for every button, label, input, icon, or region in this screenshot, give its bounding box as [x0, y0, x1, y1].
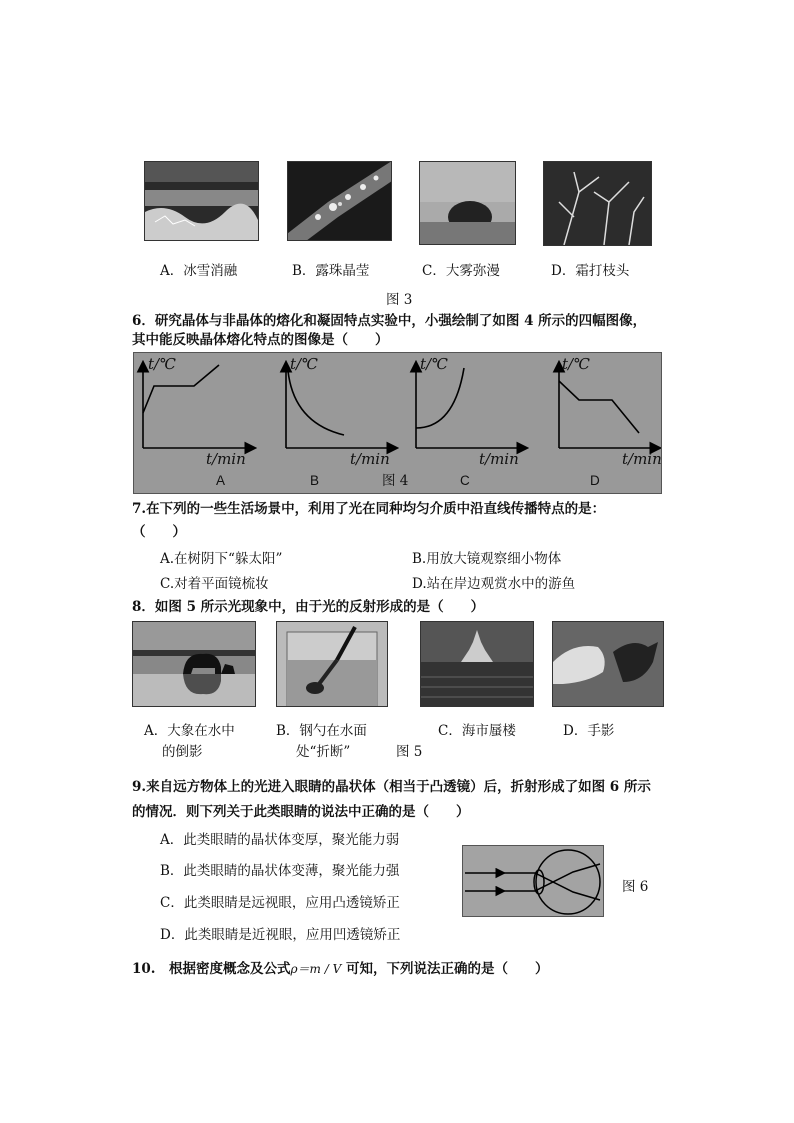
- q8-option-c: C．海市蜃楼: [438, 723, 516, 739]
- q9-option-b: B．此类眼睛的晶状体变薄，聚光能力强: [160, 863, 400, 879]
- hand-shadow-image: [553, 622, 663, 706]
- fig3-option-b: B．露珠晶莹: [292, 263, 370, 279]
- photo-dew-drops: [287, 161, 392, 241]
- figure6-caption: 图 6: [622, 879, 649, 895]
- q6-line2: 其中能反映晶体熔化特点的图像是（ ）: [132, 332, 389, 348]
- q9-line1: 9.来自远方物体上的光进入眼睛的晶状体（相当于凸透镜）后，折射形成了如图 6 所示: [132, 779, 651, 795]
- graph-d-curve: [559, 381, 639, 433]
- graph-d-label: D: [590, 473, 600, 488]
- q9-option-c: C．此类眼睛是远视眼，应用凸透镜矫正: [160, 895, 400, 911]
- eye-diagram: [462, 845, 604, 917]
- photo-fog: [419, 161, 516, 245]
- figure4-caption: 图 4: [382, 473, 409, 489]
- q7-line1: 7.在下列的一些生活场景中，利用了光在同种均匀介质中沿直线传播特点的是：: [132, 501, 606, 517]
- q7-option-a: A.在树阴下“躲太阳”: [160, 551, 283, 567]
- graph-b-ylabel: t/℃: [290, 355, 318, 373]
- elephant-image: [133, 622, 255, 706]
- fig3-option-a: A．冰雪消融: [160, 263, 238, 279]
- graph-c-label: C: [460, 473, 470, 488]
- q7-line2: （ ）: [132, 524, 186, 540]
- q8-option-a-line1: A．大象在水中: [144, 723, 235, 739]
- q7-option-b: B.用放大镜观察细小物体: [412, 551, 562, 567]
- q9-line2: 的情况．则下列关于此类眼睛的说法中正确的是（ ）: [132, 804, 470, 820]
- graph-c-ylabel: t/℃: [420, 355, 448, 373]
- q10-line1: [132, 960, 548, 978]
- photo-spoon-water: [276, 621, 388, 707]
- q10-suffix: 可知，下列说法正确的是（ ）: [341, 961, 549, 977]
- q8-line1: 8．如图 5 所示光现象中，由于光的反射形成的是（ ）: [132, 599, 485, 615]
- photo-hand-shadow: [552, 621, 664, 707]
- q7-option-d: D.站在岸边观赏水中的游鱼: [412, 576, 576, 592]
- q8-option-a-line2: 的倒影: [162, 744, 203, 760]
- graph-b-label: B: [310, 473, 320, 488]
- q9-option-a: A．此类眼睛的晶状体变厚，聚光能力弱: [160, 832, 400, 848]
- eye-diagram-svg: [463, 846, 603, 916]
- fig3-caption: 图 3: [386, 292, 413, 308]
- dew-drops-image: [288, 162, 391, 240]
- q10-formula: ρ＝m / V: [290, 962, 342, 976]
- spoon-image: [277, 622, 387, 706]
- graph-a-ylabel: t/℃: [148, 355, 176, 373]
- q9-option-d: D．此类眼睛是近视眼，应用凹透镜矫正: [160, 927, 401, 943]
- q7-option-c: C.对着平面镜梳妆: [160, 576, 269, 592]
- graph-a-label: A: [216, 473, 226, 488]
- fog-image: [420, 162, 515, 244]
- figure5-caption: 图 5: [396, 744, 423, 760]
- frost-image: [544, 162, 651, 245]
- photo-elephant-reflection: [132, 621, 256, 707]
- graph-c-curve: [416, 368, 464, 428]
- fig3-option-c: C．大雾弥漫: [422, 263, 500, 279]
- graph-c-xlabel: t/min: [479, 450, 519, 468]
- q8-option-b-line2: 处“折断”: [296, 744, 351, 760]
- mirage-image: [421, 622, 533, 706]
- figure4-graphs: [133, 352, 662, 494]
- photo-mirage: [420, 621, 534, 707]
- graph-d-ylabel: t/℃: [562, 355, 590, 373]
- graph-b-curve: [288, 371, 344, 435]
- q10-prefix: 10. 根据密度概念及公式: [132, 961, 291, 977]
- graph-d-xlabel: t/min: [622, 450, 662, 468]
- q6-line1: 6．研究晶体与非晶体的熔化和凝固特点实验中，小强绘制了如图 4 所示的四幅图像，: [132, 313, 647, 329]
- ice-melting-image: [145, 162, 258, 240]
- graph-b-xlabel: t/min: [350, 450, 390, 468]
- graph-a-xlabel: t/min: [206, 450, 246, 468]
- q8-option-b-line1: B．钢勺在水面: [276, 723, 367, 739]
- q8-option-d: D．手影: [563, 723, 615, 739]
- photo-ice-melting: [144, 161, 259, 241]
- photo-frost: [543, 161, 652, 246]
- fig3-option-d: D．霜打枝头: [551, 263, 630, 279]
